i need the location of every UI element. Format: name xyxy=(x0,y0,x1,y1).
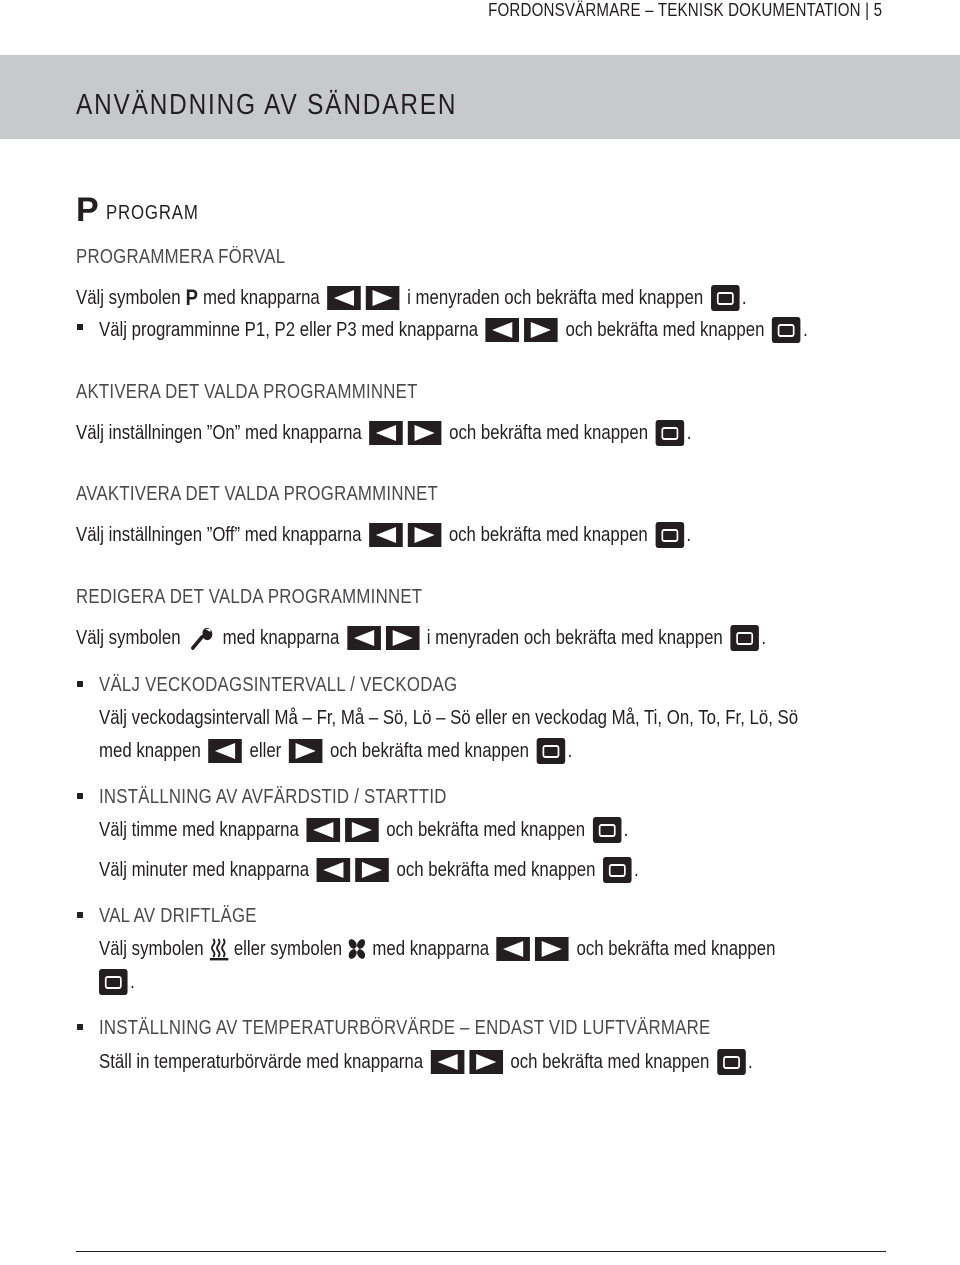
avaktivera-l1-a: Välj inställningen ”Off” med knapparna xyxy=(76,524,362,546)
running-head-title: FORDONSVÄRMARE – TEKNISK DOKUMENTATION xyxy=(487,0,861,20)
left-arrow-button-icon xyxy=(306,818,340,842)
veckodag-l2-c: och bekräfta med knappen xyxy=(330,740,529,762)
redigera-l1-a: Välj symbolen xyxy=(76,627,181,649)
right-arrow-button-icon xyxy=(345,818,379,842)
program-letter: P xyxy=(76,191,99,229)
section-heading-avfardstid: INSTÄLLNING AV AVFÄRDSTID / STARTTID xyxy=(99,786,447,808)
forval-l2-end: . xyxy=(803,319,808,341)
ok-button-icon xyxy=(603,857,632,883)
avfardstid-l1-end: . xyxy=(623,819,629,841)
section-heading-temperatur: INSTÄLLNING AV TEMPERATURBÖRVÄRDE – ENDAST VID LUFTVÄRMARE xyxy=(99,1017,711,1039)
veckodag-l2-b: eller xyxy=(249,740,282,762)
ok-button-icon xyxy=(536,738,565,764)
fan-icon xyxy=(347,937,367,961)
right-arrow-button-icon xyxy=(289,739,323,763)
forval-l1-a: Välj symbolen xyxy=(76,287,181,309)
bullet-icon xyxy=(77,793,83,799)
driftlage-line-2 xyxy=(99,969,142,995)
program-heading xyxy=(76,193,217,232)
bullet-icon xyxy=(77,324,83,330)
avfardstid-line-1 xyxy=(99,817,729,843)
forval-l1-end: . xyxy=(741,287,747,309)
avaktivera-line-1 xyxy=(76,522,808,548)
ok-button-icon xyxy=(593,817,622,843)
aktivera-l1-end: . xyxy=(686,422,692,444)
left-arrow-button-icon xyxy=(431,1050,465,1074)
veckodag-l2-a: med knappen xyxy=(99,740,201,762)
bullet-icon xyxy=(77,1024,83,1030)
avaktivera-l1-end: . xyxy=(686,524,692,546)
forval-l2-a: Välj programminne P1, P2 eller P3 med knapparna xyxy=(99,319,479,341)
temperatur-l1-end: . xyxy=(747,1051,753,1073)
redigera-l1-end: . xyxy=(761,627,767,649)
heat-icon xyxy=(209,937,229,961)
left-arrow-button-icon xyxy=(347,626,381,650)
running-head xyxy=(413,0,882,24)
section-heading-aktivera: AKTIVERA DET VALDA PROGRAMMINNET xyxy=(76,381,418,403)
forval-l2-b: och bekräfta med knappen xyxy=(565,319,765,341)
veckodag-line-2 xyxy=(99,738,662,764)
footer-rule xyxy=(76,1251,886,1252)
left-arrow-button-icon xyxy=(208,739,242,763)
driftlage-l2-end: . xyxy=(130,971,135,993)
driftlage-l1-b: eller symbolen xyxy=(233,938,343,960)
redigera-l1-c: i menyraden och bekräfta med knappen xyxy=(426,627,723,649)
right-arrow-button-icon xyxy=(366,286,400,310)
forval-l1-b: med knapparna xyxy=(203,287,320,309)
section-heading-avaktivera: AVAKTIVERA DET VALDA PROGRAMMINNET xyxy=(76,483,439,505)
avaktivera-l1-b: och bekräfta med knappen xyxy=(448,524,648,546)
p-symbol: P xyxy=(185,285,198,310)
veckodag-line-1: Välj veckodagsintervall Må – Fr, Må – Sö, Lö – Sö eller en veckodag Må, Ti, On, To, Fr, Lö, Sö xyxy=(99,707,799,729)
left-arrow-button-icon xyxy=(369,523,403,547)
right-arrow-button-icon xyxy=(408,421,442,445)
right-arrow-button-icon xyxy=(355,858,389,882)
running-head-separator: | xyxy=(864,0,870,20)
driftlage-l1-d: och bekräfta med knappen xyxy=(576,938,776,960)
right-arrow-button-icon xyxy=(524,318,558,342)
avfardstid-l1-a: Välj timme med knapparna xyxy=(99,819,299,841)
avfardstid-l2-end: . xyxy=(634,859,639,881)
avfardstid-l1-b: och bekräfta med knappen xyxy=(386,819,586,841)
right-arrow-button-icon xyxy=(535,937,569,961)
left-arrow-button-icon xyxy=(317,858,351,882)
aktivera-line-1 xyxy=(76,420,809,446)
driftlage-l1-a: Välj symbolen xyxy=(99,938,204,960)
bullet-icon xyxy=(77,912,83,918)
ok-button-icon xyxy=(772,317,801,343)
page-number: 5 xyxy=(873,0,882,20)
left-arrow-button-icon xyxy=(327,286,361,310)
forval-l1-c: i menyraden och bekräfta med knappen xyxy=(407,287,704,309)
right-arrow-button-icon xyxy=(408,523,442,547)
left-arrow-button-icon xyxy=(497,937,531,961)
left-arrow-button-icon xyxy=(486,318,520,342)
ok-button-icon xyxy=(655,522,684,548)
wrench-icon xyxy=(191,626,213,650)
aktivera-l1-b: och bekräfta med knappen xyxy=(449,422,649,444)
section-heading-redigera: REDIGERA DET VALDA PROGRAMMINNET xyxy=(76,586,423,608)
section-heading-driftlage: VAL AV DRIFTLÄGE xyxy=(99,905,257,927)
section-heading-forval: PROGRAMMERA FÖRVAL xyxy=(76,246,286,268)
forval-line-1 xyxy=(76,285,874,311)
ok-button-icon xyxy=(730,625,759,651)
driftlage-line-1 xyxy=(99,937,904,961)
forval-line-2 xyxy=(99,317,943,343)
title-band xyxy=(0,55,960,139)
ok-button-icon xyxy=(711,285,740,311)
ok-button-icon xyxy=(656,420,685,446)
veckodag-l2-end: . xyxy=(567,740,573,762)
program-heading-text: PROGRAM xyxy=(106,202,199,224)
aktivera-l1-a: Välj inställningen ”On” med knapparna xyxy=(76,422,362,444)
page-title: ANVÄNDNING AV SÄNDAREN xyxy=(76,89,458,121)
right-arrow-button-icon xyxy=(386,626,420,650)
redigera-l1-b: med knapparna xyxy=(222,627,340,649)
temperatur-l1-a: Ställ in temperaturbörvärde med knapparna xyxy=(99,1051,424,1073)
section-heading-veckodag: VÄLJ VECKODAGSINTERVALL / VECKODAG xyxy=(99,674,458,696)
left-arrow-button-icon xyxy=(369,421,403,445)
temperatur-l1-b: och bekräfta med knappen xyxy=(510,1051,710,1073)
redigera-line-1 xyxy=(76,625,898,651)
right-arrow-button-icon xyxy=(469,1050,503,1074)
temperatur-line-1 xyxy=(99,1049,877,1075)
ok-button-icon xyxy=(717,1049,746,1075)
avfardstid-line-2 xyxy=(99,857,742,883)
ok-button-icon xyxy=(99,969,128,995)
avfardstid-l2-a: Välj minuter med knapparna xyxy=(99,859,310,881)
bullet-icon xyxy=(77,681,83,687)
avfardstid-l2-b: och bekräfta med knappen xyxy=(396,859,596,881)
driftlage-l1-c: med knapparna xyxy=(372,938,490,960)
